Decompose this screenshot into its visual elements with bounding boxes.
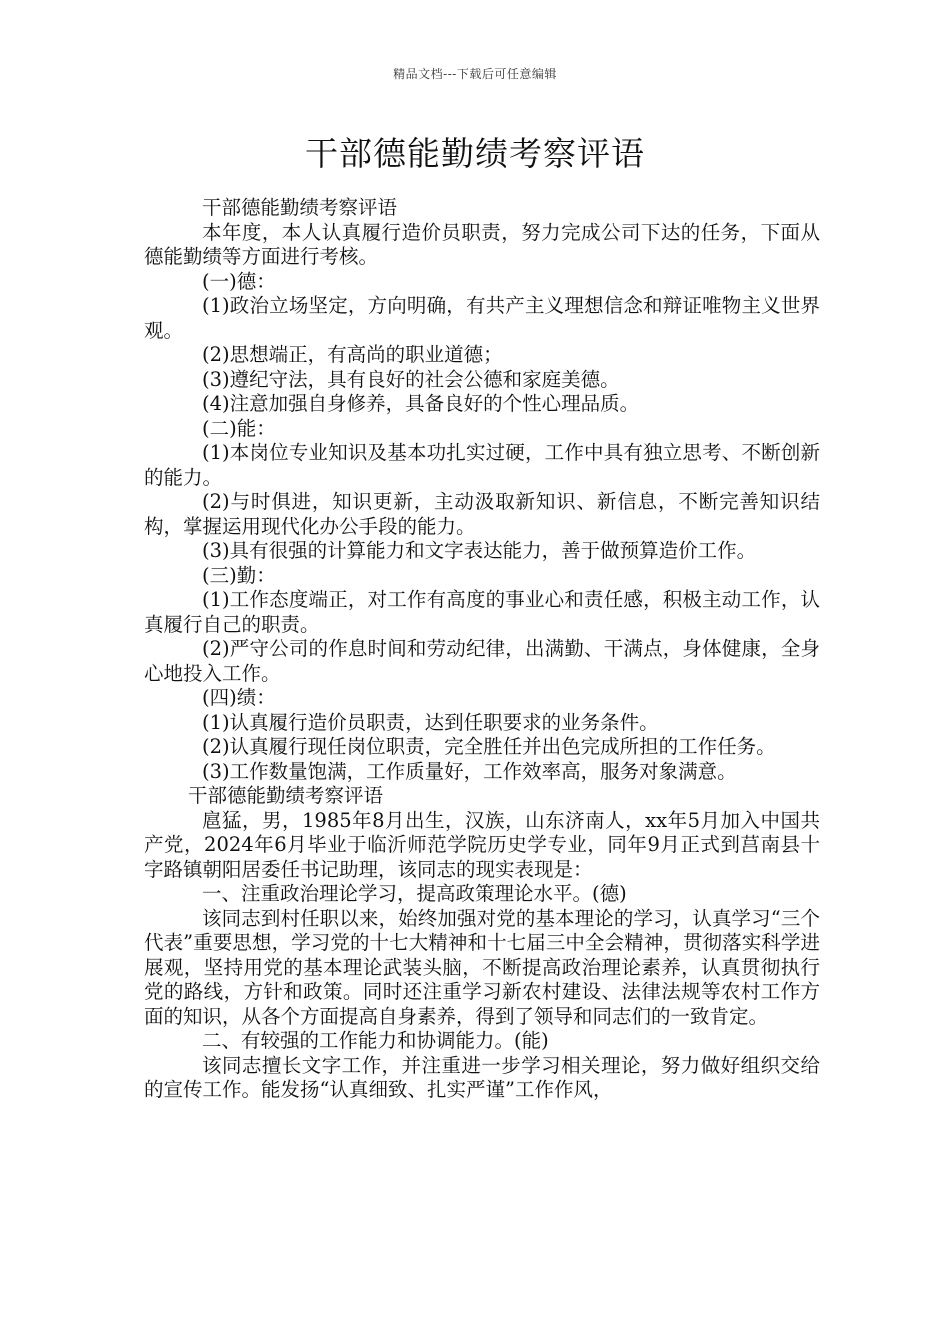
paragraph-body: 该同志擅长文字工作，并注重进一步学习相关理论，努力做好组织交给的宣传工作。能发扬“认真细致、扎实严谨”工作作风， [144,1053,820,1101]
list-item: (1)政治立场坚定，方向明确，有共产主义理想信念和辩证唯物主义世界观。 [144,294,820,342]
list-item: (2)认真履行现任岗位职责，完全胜任并出色完成所担的工作任务。 [202,735,776,758]
paragraph-profile: 扈猛，男，1985年8月出生，汉族，山东济南人，xx年5月加入中国共产党，2024年6月毕业于临沂师范学院历史学专业，同年9月正式到莒南县十字路镇朝阳居委任书记助理，该同志的现实表现是： [144,808,820,881]
paragraph-body: 该同志到村任职以来，始终加强对党的基本理论的学习，认真学习“三个代表”重要思想，学习党的十七大精神和十七届三中全会精神，贯彻落实科学进展观，坚持用党的基本理论武装头脑，不断提高政治理论素养，认真贯彻执行党的路线，方针和政策。同时还注重学习新农村建设、法律法规等农村工作方面的知识，从各个方面提高自身素养，得到了领导和同志们的一致肯定。 [144,906,820,1028]
list-item: (3)工作数量饱满，工作质量好，工作效率高，服务对象满意。 [202,759,737,783]
document-body [144,196,820,1103]
list-item: (2)思想端正，有高尚的职业道德； [202,343,503,366]
section-heading-de: (一)德： [202,269,276,293]
paragraph-subtitle: 干部德能勤绩考察评语 [202,196,398,219]
section-heading-1: 一、注重政治理论学习，提高政策理论水平。(德) [202,882,627,905]
list-item: (1)工作态度端正，对工作有高度的事业心和责任感，积极主动工作，认真履行自己的职责。 [144,588,820,636]
header-note: 精品文档---下载后可任意编辑 [393,67,557,81]
list-item: (4)注意加强自身修养，具备良好的个性心理品质。 [202,392,640,415]
list-item: (2)与时俱进，知识更新，主动汲取新知识、新信息，不断完善知识结构，掌握运用现代化办公手段的能力。 [144,490,820,538]
list-item: (3)遵纪守法，具有良好的社会公德和家庭美德。 [202,367,620,391]
paragraph-intro: 本年度，本人认真履行造价员职责，努力完成公司下达的任务，下面从德能勤绩等方面进行考核。 [144,220,820,268]
list-item: (2)严守公司的作息时间和劳动纪律，出满勤、干满点，身体健康，全身心地投入工作。 [144,637,820,685]
section-heading-ji: (四)绩： [202,686,276,709]
list-item: (3)具有很强的计算能力和文字表达能力，善于做预算造价工作。 [202,539,757,562]
list-item: (1)认真履行造价员职责，达到任职要求的业务条件。 [202,710,659,734]
section-heading-2: 二、有较强的工作能力和协调能力。(能) [202,1029,549,1052]
section-heading-qin: (三)勤： [202,563,276,587]
document-title: 干部德能勤绩考察评语 [305,134,645,173]
list-item: (1)本岗位专业知识及基本功扎实过硬，工作中具有独立思考、不断创新的能力。 [144,441,820,489]
section-heading-neng: (二)能： [202,416,276,440]
paragraph-subtitle-2: 干部德能勤绩考察评语 [188,784,384,807]
